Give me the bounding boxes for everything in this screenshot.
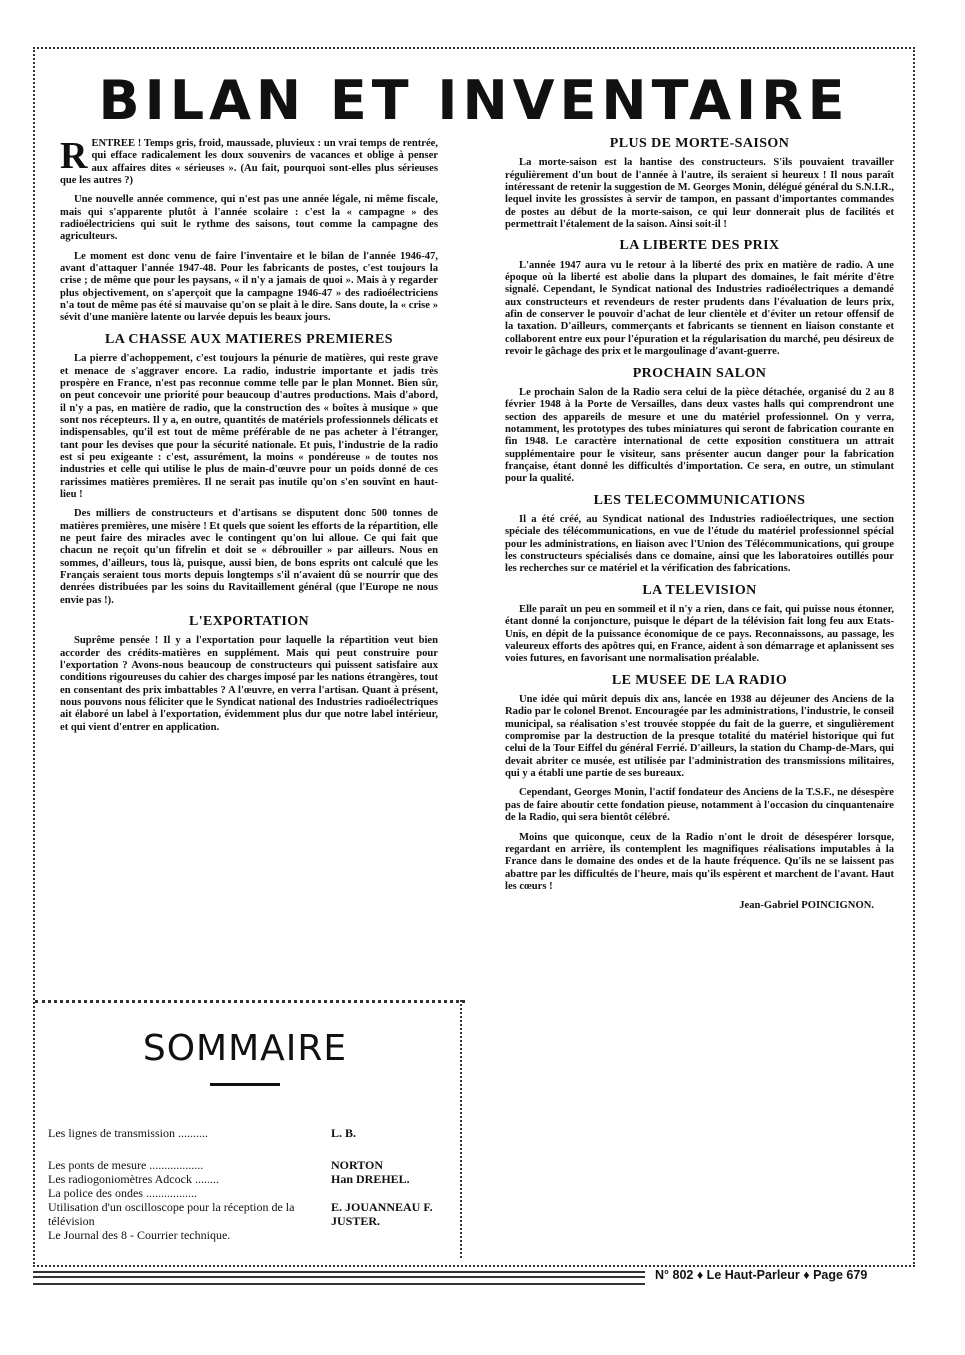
sommaire-title: SOMMAIRE — [142, 1028, 348, 1069]
intro-text-1: ENTREE ! Temps gris, froid, maussade, pluvieux : un vrai temps de rentrée, qui efface radicalement les doux souvenirs de vacances et oblige à penser aux affaires dites « sérieuses ». (Au fait, pourquoi sont-elles plus sérieuses que les autres ?) — [60, 138, 438, 187]
signature: Jean-Gabriel POINCIGNON. — [739, 900, 874, 912]
section-heading-television: LA TELEVISION — [642, 582, 757, 598]
matieres-paragraph-2: Des milliers de constructeurs et d'artisans se disputent donc 500 tonnes de matières premières, une misère ! Et quels que soient les efforts de la répartition, elle ne peut faire des miracles avec le contingent qu'on lui alloue. Ce qui fait que chacun ne reçoit qu'un fifrelin et doit se « débrouiller » par ailleurs. Nous en sommes, d'ailleurs, tous là, puisque, aussi bien, de bons esprits ont calculé que les Français seraient tous morts depuis longtemps s'il n'avaient dû se nourrir que des denrées distribuées par les soins du Ravitaillement général (que l'Europe ne nous envie pas !). — [60, 508, 438, 606]
toc-row — [48, 1186, 448, 1200]
section-heading-liberte-prix: LA LIBERTE DES PRIX — [619, 238, 780, 254]
sommaire-table — [48, 1126, 448, 1242]
footer-text: N° 802 ♦ Le Haut-Parleur ♦ Page 679 — [655, 1268, 868, 1282]
exportation-paragraph: Suprême pensée ! Il y a l'exportation pour laquelle la répartition veut bien accorder des crédits-matières en supplément. Mais qui peut construire pour l'exportation ? Avons-nous beaucoup de constructeurs qui puissent satisfaire aux conditions rigoureuses du cahier des charges imposé par les nations étrangères, tout en consentant des prix imbattables ? A l'œuvre, en verra l'artisan. Quant à présent, nous pouvons nous féliciter que le Syndicat national des Industries radioélectriques ait élaboré un label à l'exportation, évidemment plus dur que notre label intérieur, et qui vient d'entrer en application. — [60, 635, 438, 733]
section-heading-exportation: L'EXPORTATION — [188, 614, 310, 630]
musee-paragraph-2: Cependant, Georges Monin, l'actif fondateur des Anciens de la T.S.F., ne désespère pas de faire aboutir cette fondation pieuse, notamment à l'occasion du cinquantenaire de la Radio, qui sera bientôt célébré. — [505, 787, 894, 824]
matieres-paragraph-1: La pierre d'achoppement, c'est toujours la pénurie de matières, qui reste grave et menace de s'aggraver encore. La radio, industrie importante et jadis très prospère en France, n'est pas reconnue comme telle par le plan Monnet. Bien sûr, on peut concevoir une priorité pour beaucoup d'autres productions. Mais d'abord, il n'y a pas, en matière de radio, que la construction des « boîtes à musique » que sont nos récepteurs. Il y a, en outre, quantités de matériels professionnels délicats et indispensables, qu'il est tout de même préférable de ne pas acheter à l'étranger, tant pour les devises que pour la sécurité nationale. Et puis, l'industrie de la radio est si peu exigeante : c'est, assurément, la moins « pondéreuse » de toutes nos industries et celle qui utilise le plus de main-d'œuvre pour un poids donné de ces rarissimes matières premières. Il ne serait pas inutile qu'on s'en souvînt en haut-lieu ! — [60, 353, 438, 500]
section-heading-matieres: LA CHASSE AUX MATIERES PREMIERES — [105, 331, 393, 347]
toc-author: L. B. — [331, 1126, 357, 1140]
toc-title: Les ponts de mesure .................. — [48, 1158, 204, 1172]
toc-title: Le Journal des 8 - Courrier technique. — [48, 1228, 231, 1242]
musee-paragraph-1: Une idée qui mûrit depuis dix ans, lancée en 1938 au déjeuner des Anciens de la Radio par le colonel Brenot. Encouragée par les administrations, l'industrie, le conseil municipal, sa réalisation s'est trouvée stoppée du fait de la guerre, et singulièrement compromise par la destruction de la presque totalité du matériel historique qui fut celui de la Tour Eiffel du général Ferrié. D'ailleurs, la station du Champ-de-Mars, qui devait abriter ce musée, est utilisée par l'administration des transmissions militaires, qui y a établi une partie de ses bureaux. — [505, 694, 894, 780]
toc-title: Les lignes de transmission .......... — [48, 1126, 208, 1140]
section-heading-musee: LE MUSEE DE LA RADIO — [611, 672, 788, 688]
sommaire-rule — [210, 1083, 280, 1086]
toc-author — [323, 1228, 448, 1242]
section-heading-salon: PROCHAIN SALON — [632, 365, 767, 381]
toc-title: La police des ondes ................. — [48, 1186, 197, 1200]
sommaire-divider — [35, 1000, 465, 1003]
page-footer — [33, 1268, 913, 1286]
sommaire-box — [40, 1020, 450, 1116]
television-paragraph: Elle paraît un peu en sommeil et il n'y a rien, dans ce fait, qui puisse nous étonner, étant donné la conjoncture, puisque le départ de la télévision fait long feu aux Etats-Unis, en dépit de la puissance économique de ce pays. Reconnaissons, au passage, les valeureux efforts des apôtres qui, en France, aident à son démarrage et aplanissent ses voies futures, en favorisant une normalisation préalable. — [505, 604, 894, 665]
intro-paragraph-2: Une nouvelle année commence, qui n'est pas une année légale, ni même fiscale, mais qui s'apparente plutôt à l'année scolaire : c'est la « campagne » des radioélectriciens qui suit le rythme des saisons, tout comme la campagne des agriculteurs. — [60, 194, 438, 243]
toc-author — [323, 1186, 448, 1200]
drop-cap: R — [60, 135, 88, 177]
section-heading-morte-saison: PLUS DE MORTE-SAISON — [609, 136, 790, 151]
column-divider — [460, 1000, 462, 1258]
page-title: BILAN ET INVENTAIRE — [98, 69, 850, 132]
toc-row — [48, 1172, 448, 1186]
toc-row — [48, 1200, 448, 1228]
toc-row — [48, 1126, 448, 1140]
telecommunications-paragraph: Il a été créé, au Syndicat national des Industries radioélectriques, une section spéciale des télécommunications, en vue de l'étude du matériel professionnel spécial pour les administrations, en liaison avec l'Union des Télécommunications, qui groupe les constructeurs spécialisés dans ce domaine, ainsi que les laboratoires outillés pour les recherches sur ce matériel et la vérification des fabrications. — [505, 513, 894, 575]
toc-author: Han DREHEL. — [331, 1172, 410, 1186]
footer-rules — [33, 1271, 645, 1285]
toc-title: Les radiogoniomètres Adcock ........ — [48, 1172, 219, 1186]
toc-author: E. JOUANNEAU F. JUSTER. — [331, 1200, 433, 1228]
intro-paragraph-1 — [60, 135, 438, 187]
liberte-prix-paragraph: L'année 1947 aura vu le retour à la liberté des prix en matière de radio. A une époque où la liberté est abolie dans la plupart des domaines, le fait mérite d'être signalé. Cependant, le Syndicat national des Industries radioélectriques a demandé aux constructeurs et revendeurs de rester prudents dans l'évaluation de leurs prix, afin de conserver le pouvoir d'achat de leur clientèle et d'éviter un retour offensif de la taxation. D'ailleurs, commerçants et fabricants se tiennent en liaison constante et collaborent entre eux pour l'épuration et la régularisation du marché, peu désireux de revoir le gâchage des prix et le margoulinage d'avant-guerre. — [505, 259, 894, 358]
morte-saison-paragraph: La morte-saison est la hantise des constructeurs. S'ils pouvaient travailler régulièrement d'un bout de l'année à l'autre, ils seraient si heureux ! Il nous paraît intéressant de retenir la suggestion de M. Georges Monin, délégué général du S.N.I.R., lequel invite les grossistes à servir de tampon, en passant d'importantes commandes de postes au début de la morte-saison, ce qui leur donnerait plus de facilités et permettrait l'étalement de la saison. Ainsi soit-il ! — [505, 157, 894, 231]
intro-paragraph-3: Le moment est donc venu de faire l'inventaire et le bilan de l'année 1946-47, avant d'attaquer l'année 1947-48. Pour les fabricants de postes, c'est toujours la crise ; de même que pour les paysans, « il n'y a jamais de quoi ». Mais à y regarder plus objectivement, on s'aperçoit que la campagne 1946-47 » des radioélectriciens n'a tout de même pas été si mauvaise qu'on se plait à le dire. Sans doute, la « crise » sévit d'une manière latente ou larvée depuis les beaux jours. — [60, 250, 438, 324]
toc-row — [48, 1228, 448, 1242]
toc-row — [48, 1140, 448, 1172]
toc-author: NORTON — [331, 1158, 384, 1172]
section-heading-telecommunications: LES TELECOMMUNICATIONS — [593, 492, 806, 508]
toc-title: Utilisation d'un oscilloscope pour la réception de la télévision — [48, 1200, 295, 1228]
left-column — [60, 135, 438, 741]
salon-paragraph: Le prochain Salon de la Radio sera celui de la pièce détachée, organisé du 2 au 8 février 1948 à la Porte de Versailles, dans deux vastes halls qui comprendront une section des appareils de mesure et une du matériel professionnel. On y verra, notamment, les prototypes des tubes miniatures qui seront de fabrication courante en fin 1948. Le caractère international de cette exposition constituera un attrait supplémentaire pour le visiteur, sans présenter aucun danger pour la fabrication française, étant donné les difficultés d'importation. Ce sera, en outre, un stimulant pour la qualité. — [505, 386, 894, 485]
right-column — [505, 138, 894, 920]
musee-paragraph-3: Moins que quiconque, ceux de la Radio n'ont le droit de désespérer lorsque, regardant en arrière, ils contemplent les magnifiques réalisations imputables à la France dans le domaine des ondes et de la haute fréquence. Qu'ils ne se laissent pas abattre par les difficultés de l'heure, mais qu'ils espèrent et marchent de l'avant. Haut les cœurs ! — [505, 831, 894, 892]
